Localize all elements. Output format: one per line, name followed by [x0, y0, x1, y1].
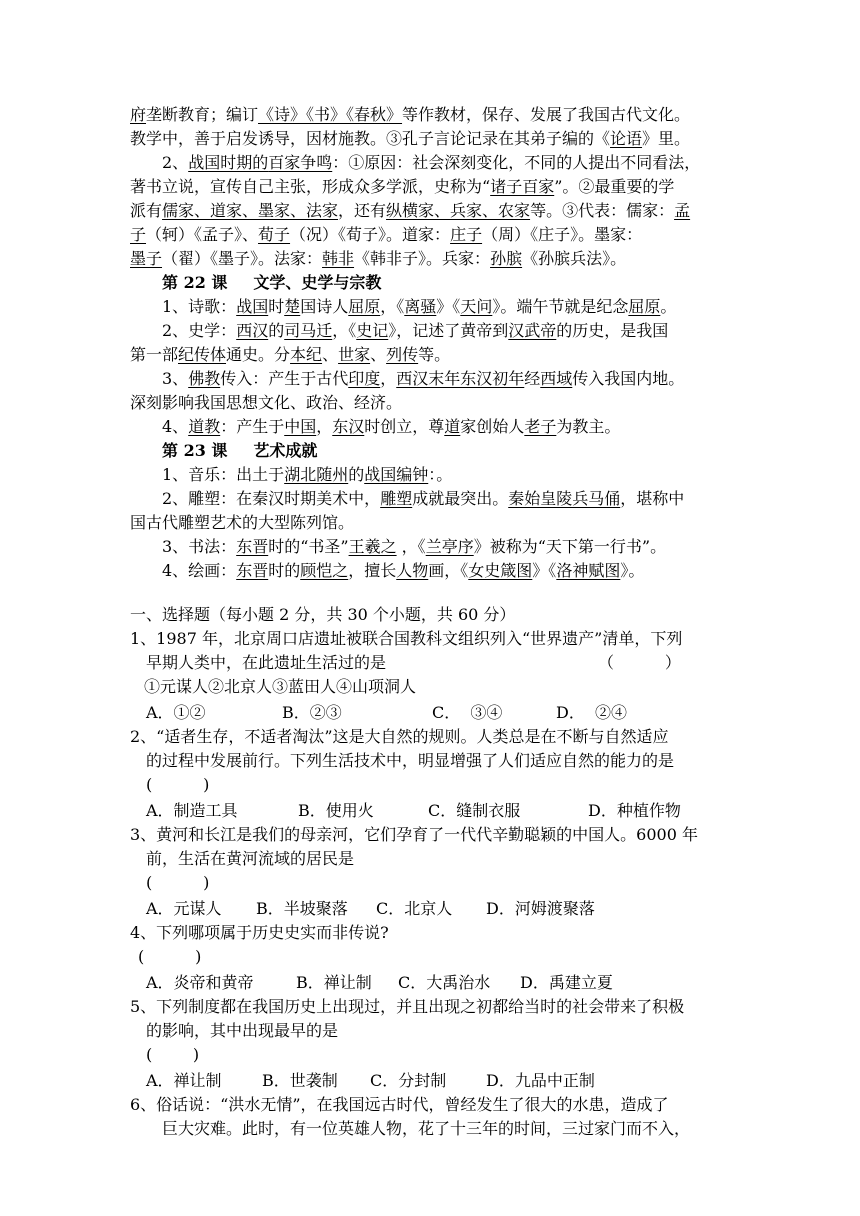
text-line: 2、史学：西汉的司马迁，《史记》，记述了黄帝到汉武帝的历史，是我国	[162, 321, 669, 340]
option-c: C．北京人	[376, 899, 453, 918]
option-d: D．九品中正制	[486, 1071, 595, 1090]
text-line: 2、雕塑：在秦汉时期美术中，雕塑成就最突出。秦始皇陵兵马俑，堪称中	[162, 489, 685, 508]
answer-blank: （ ）	[598, 653, 681, 672]
text-line: 深刻影响我国思想文化、政治、经济。	[130, 393, 403, 412]
question-stem: 的过程中发展前行。下列生活技术中，明显增强了人们适应自然的能力的是	[146, 751, 675, 770]
section-heading: 一、选择题（每小题 2 分，共 30 个小题，共 60 分）	[130, 605, 516, 624]
option-a: A．禅让制	[146, 1071, 222, 1090]
answer-blank: ( )	[138, 947, 202, 966]
option-b: B．半坡聚落	[256, 899, 348, 918]
text-line: 派有儒家、道家、墨家、法家，还有纵横家、兵家、农家等。③代表：儒家：孟	[130, 201, 691, 220]
text-line: 国古代雕塑艺术的大型陈列馆。	[130, 513, 355, 532]
answer-blank: ( )	[146, 1045, 200, 1064]
text-line: 第一部纪传体通史。分本纪、世家、列传等。	[130, 345, 451, 364]
text-line: 4、道教：产生于中国，东汉时创立，尊道家创始人老子为教主。	[162, 417, 621, 436]
option-c: C．缝制衣服	[428, 801, 521, 820]
option-d: D． ②④	[556, 703, 628, 722]
option-c: C．大禹治水	[398, 973, 491, 992]
question-stem: 早期人类中，在此遗址生活过的是	[146, 653, 387, 672]
answer-blank: ( )	[146, 775, 210, 794]
question-stem: 1、1987 年，北京周口店遗址被联合国教科文组织列入“世界遗产”清单，下列	[130, 629, 683, 648]
text-line: 4、绘画：东晋时的顾恺之，擅长人物画，《女史箴图》《洛神赋图》。	[162, 561, 645, 580]
text-line: 子（轲）《孟子》、荀子（况）《荀子》。道家：庄子（周）《庄子》。墨家：	[130, 225, 643, 244]
option-a: A．制造工具	[146, 801, 238, 820]
option-c: C． ③④	[432, 703, 503, 722]
option-a: A．元谋人	[146, 899, 222, 918]
lesson-heading: 第 22 课 文学、史学与宗教	[162, 273, 382, 292]
question-items: ①元谋人②北京人③蓝田人④山项洞人	[144, 677, 417, 696]
option-b: B．禅让制	[296, 973, 372, 992]
text-line: 教学中，善于启发诱导，因材施教。③孔子言论记录在其弟子编的《论语》里。	[130, 129, 691, 148]
question-stem: 前，生活在黄河流域的居民是	[146, 849, 355, 868]
text-line: 著书立说，宣传自己主张，形成众多学派，史称为“诸子百家”。②最重要的学	[130, 177, 675, 196]
option-d: D．禹建立夏	[520, 973, 613, 992]
text-line: 2、战国时期的百家争鸣：①原因：社会深刻变化，不同的人提出不同看法，	[162, 153, 701, 172]
option-b: B．世袭制	[262, 1071, 338, 1090]
question-stem: 6、俗话说：“洪水无情”，在我国远古时代，曾经发生了很大的水患，造成了	[130, 1095, 669, 1114]
question-stem: 4、下列哪项属于历史史实而非传说?	[130, 923, 389, 942]
option-b: B．②③	[282, 703, 342, 722]
question-stem: 3、黄河和长江是我们的母亲河，它们孕育了一代代辛勤聪颖的中国人。6000 年	[130, 825, 698, 844]
text-line: 1、音乐：出土于湖北随州的战国编钟：。	[162, 465, 453, 484]
question-stem: 巨大灾难。此时，有一位英雄人物，花了十三年的时间，三过家门而不入，	[162, 1119, 691, 1138]
text-line: 府垄断教育；编订《诗》《书》《春秋》等作教材，保存、发展了我国古代文化。	[130, 105, 691, 124]
option-a: A．①②	[146, 703, 206, 722]
question-stem: 5、下列制度都在我国历史上出现过，并且出现之初都给当时的社会带来了积极	[130, 997, 685, 1016]
answer-blank: ( )	[146, 873, 210, 892]
option-d: D．种植作物	[588, 801, 681, 820]
option-b: B．使用火	[298, 801, 374, 820]
option-a: A．炎帝和黄帝	[146, 973, 254, 992]
lesson-heading: 第 23 课 艺术成就	[162, 441, 318, 460]
question-stem: 2、“适者生存，不适者淘汰”这是大自然的规则。人类总是在不断与自然适应	[130, 727, 669, 746]
question-stem: 的影响，其中出现最早的是	[146, 1021, 339, 1040]
text-line: 墨子（翟）《墨子》。法家：韩非《韩非子》。兵家：孙膑《孙膑兵法》。	[130, 249, 627, 268]
text-line: 3、书法：东晋时的“书圣”王羲之 ，《兰亭序》被称为“天下第一行书”。	[162, 537, 667, 556]
option-d: D．河姆渡聚落	[486, 899, 595, 918]
text-line: 3、佛教传入：产生于古代印度，西汉末年东汉初年经西域传入我国内地。	[162, 369, 685, 388]
option-c: C．分封制	[370, 1071, 447, 1090]
text-line: 1、诗歌：战国时楚国诗人屈原，《离骚》《天问》。端午节就是纪念屈原。	[162, 297, 677, 316]
